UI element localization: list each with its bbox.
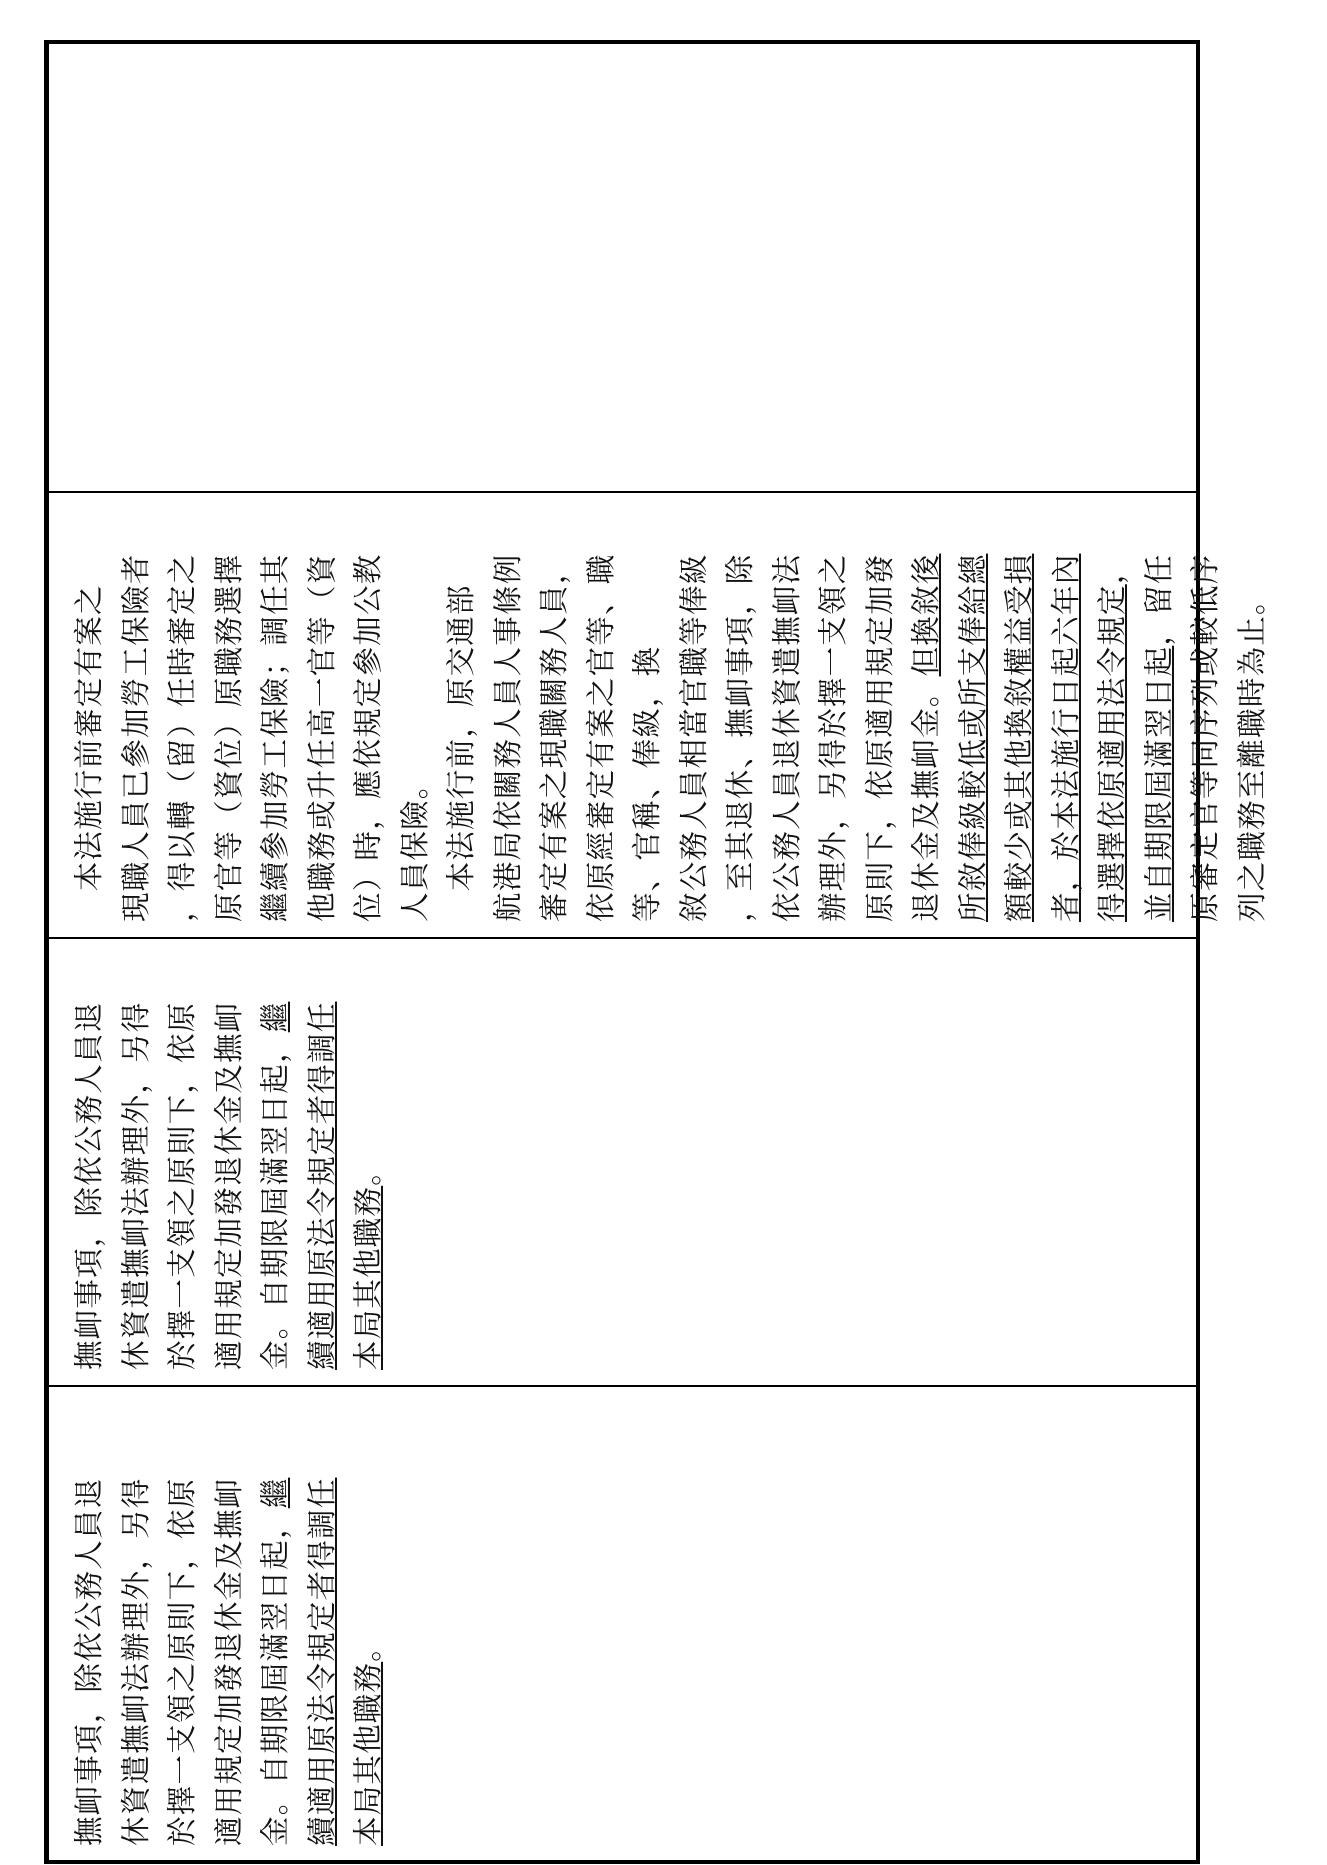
panel-top-empty: [52, 44, 1192, 490]
text-segment: 位）時，應依規定參加公教: [351, 553, 385, 922]
text-line: [113, 1402, 160, 1846]
text-line: [764, 508, 811, 922]
text-segment: 本法施行前，原交通部: [444, 584, 478, 922]
text-segment: 撫卹事項，除依公務人員退: [72, 1477, 106, 1846]
text-segment: ，: [1095, 553, 1129, 585]
text-segment: 依原經審定有案之官等、職: [583, 553, 618, 922]
text-line: [206, 954, 253, 1370]
text-segment: 本法施行前審定有案之: [72, 584, 106, 922]
text-line: [66, 954, 113, 1370]
text-line: [66, 1402, 113, 1846]
underlined-text: 額較少或其他換敘權益受損: [1002, 553, 1036, 922]
text-segment: 原官等（資位）原職務選擇: [211, 553, 246, 922]
panel-text: [52, 494, 1269, 936]
text-line: [159, 1402, 206, 1846]
text-line: [206, 1402, 253, 1846]
text-segment: 辦理外，另得於擇一支領之: [816, 553, 850, 922]
underlined-text: 續適用原法令規定者得調任: [304, 1001, 339, 1370]
text-line: [113, 954, 160, 1370]
row-divider-1: [44, 491, 1200, 493]
text-segment: ，留任: [1141, 553, 1176, 646]
text-segment: 現職人員已參加勞工保險者: [118, 553, 153, 922]
text-segment: 於擇一支領之原則下，依原: [165, 1477, 199, 1846]
text-line: [950, 508, 997, 922]
text-line: [252, 508, 299, 922]
panel-bottom: [52, 1388, 1192, 1860]
text-segment: 繼續參加勞工保險；調任其: [258, 553, 292, 922]
underlined-text: 得選擇依原適用法令規定: [1095, 584, 1129, 922]
text-segment: ，得以轉（留）任時審定之: [165, 553, 199, 922]
text-line: [66, 508, 113, 922]
text-segment: 依公務人員退休資遣撫卹法: [769, 553, 804, 922]
text-segment: 等、官稱、俸級，換: [630, 645, 664, 922]
text-segment: 金。自期限屆滿翌日起，: [258, 1508, 292, 1846]
text-line: [438, 508, 485, 922]
text-segment: 他職務或升任高一官等（資: [304, 553, 339, 922]
text-segment: ，至其退休、撫卹事項，除: [723, 553, 757, 922]
text-segment: 休資遣撫卹法辦理外，另得: [118, 1001, 153, 1370]
text-line: [345, 954, 392, 1370]
text-line: [485, 508, 532, 922]
panel-text: [52, 1388, 1192, 1860]
text-line: [345, 1402, 392, 1846]
text-segment: 列之職務至離職時為止。: [1234, 584, 1269, 922]
text-line: [810, 508, 857, 922]
text-line: [996, 508, 1043, 922]
text-segment: 於擇一支領之原則下，依原: [165, 1001, 199, 1370]
underlined-text: 並自期限屆滿翌日起: [1141, 645, 1176, 922]
text-line: [345, 508, 392, 922]
text-segment: 撫卹事項，除依公務人員退: [72, 1001, 106, 1370]
row-divider-2: [44, 937, 1200, 939]
panel-text: [52, 940, 1192, 1384]
panel-upper-middle: [52, 494, 1269, 936]
underlined-text: 繼: [258, 1477, 292, 1509]
text-line: [113, 508, 160, 922]
text-line: [1089, 508, 1136, 922]
text-line: [252, 954, 299, 1370]
panel-lower-middle: [52, 940, 1192, 1384]
text-line: [299, 508, 346, 922]
text-line: [159, 508, 206, 922]
underlined-text: 所敘俸級較低或所支俸給總: [955, 553, 990, 922]
row-divider-3: [44, 1385, 1200, 1387]
text-segment: 審定有案之現職關務人員，: [537, 553, 571, 922]
text-line: [159, 954, 206, 1370]
text-line: [1229, 508, 1276, 922]
text-segment: 。: [351, 1155, 385, 1186]
text-line: [857, 508, 904, 922]
text-segment: 休資遣撫卹法辦理外，另得: [118, 1477, 153, 1846]
text-segment: 適用規定加發退休金及撫卹: [211, 1477, 246, 1846]
text-line: [903, 508, 950, 922]
text-line: [1182, 508, 1229, 922]
text-line: [1043, 508, 1090, 922]
text-segment: 人員保險。: [397, 768, 432, 922]
text-line: [252, 1402, 299, 1846]
text-line: [531, 508, 578, 922]
text-segment: 適用規定加發退休金及撫卹: [211, 1001, 246, 1370]
text-line: [1136, 508, 1183, 922]
text-line: [206, 508, 253, 922]
underlined-text: 本局其他職務: [351, 1661, 385, 1846]
text-line: [578, 508, 625, 922]
text-segment: 航港局依關務人員人事條例: [490, 553, 525, 922]
underlined-text: 本局其他職務: [351, 1185, 385, 1370]
text-line: [717, 508, 764, 922]
text-segment: 。: [351, 1631, 385, 1662]
text-line: [671, 508, 718, 922]
underlined-text: 但換敘後: [909, 553, 943, 677]
text-line: [299, 1402, 346, 1846]
text-segment: 金。自期限屆滿翌日起，: [258, 1032, 292, 1370]
underlined-text: 續適用原法令規定者得調任: [304, 1477, 339, 1846]
text-segment: 原則下，依原適用規定加發: [862, 553, 897, 922]
underlined-text: 者: [1048, 891, 1083, 922]
text-line: [392, 508, 439, 922]
text-segment: 退休金及撫卹金。: [909, 676, 943, 922]
text-segment: 敘公務人員相當官職等俸級: [676, 553, 711, 922]
underlined-text: ，於本法施行日起六年內: [1048, 553, 1083, 892]
underlined-text: 繼: [258, 1001, 292, 1033]
text-line: [624, 508, 671, 922]
text-segment: 原審定官等同序列或較低序: [1188, 553, 1222, 922]
text-line: [299, 954, 346, 1370]
